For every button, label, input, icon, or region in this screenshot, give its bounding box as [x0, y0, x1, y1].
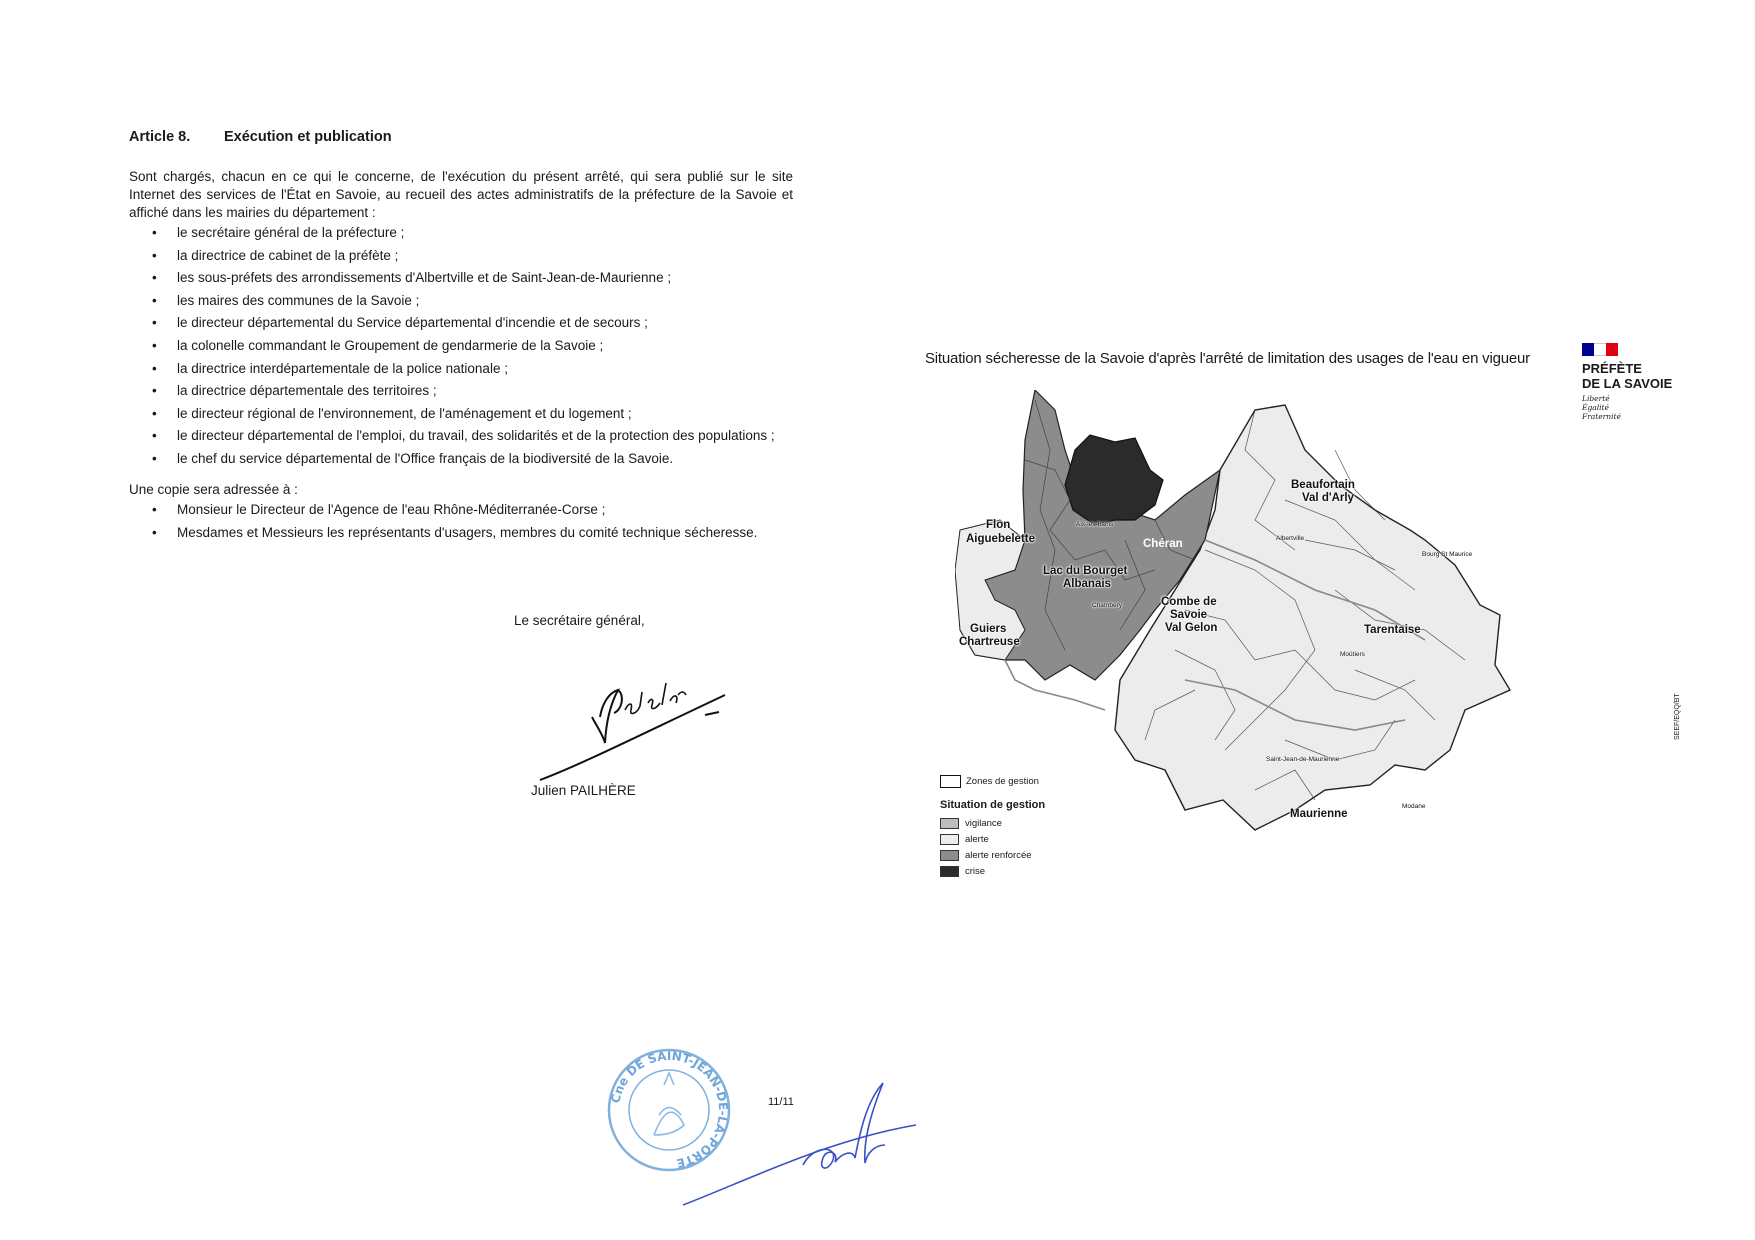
- responsible-list: [129, 224, 793, 468]
- legend-entry: [940, 831, 1045, 847]
- bullet: •: [152, 337, 157, 353]
- list-item-text: les sous-préfets des arrondissements d'Albertville et de Saint-Jean-de-Maurienne ;: [177, 270, 672, 286]
- article-block: [129, 128, 793, 546]
- zone-crise-cheran: [1065, 435, 1163, 525]
- list-item: [129, 405, 793, 423]
- bullet: •: [152, 501, 157, 517]
- list-item-text: le chef du service départemental de l'Office français de la biodiversité de la Savoie.: [177, 450, 674, 466]
- legend-label: alerte: [965, 833, 989, 845]
- bullet: •: [152, 405, 157, 421]
- article-intro: Sont chargés, chacun en ce qui le concerne, de l'exécution du présent arrêté, qui sera publié sur le site Internet des services de l'État en Savoie, au recueil des actes administratifs de la préfecture de la Savoie et affiché dans les mairies du département :: [129, 169, 793, 220]
- copy-list: [129, 501, 793, 542]
- blue-signature: [678, 1070, 918, 1210]
- map-label-aiguebelette: Aiguebelette: [966, 533, 1036, 545]
- legend-swatch: [940, 866, 959, 877]
- list-item: [129, 314, 793, 332]
- article-title: Exécution et publication: [224, 129, 392, 145]
- map-label-tarentaise: Tarentaise: [1364, 624, 1421, 636]
- map-label-combe2: Savoie: [1170, 609, 1208, 621]
- list-item: [129, 247, 793, 265]
- map-label-guiers: Guiers: [970, 623, 1007, 635]
- list-item-text: le directeur départemental de l'emploi, du travail, des solidarités et de la protection des populations ;: [177, 428, 775, 444]
- signature-role: Le secrétaire général,: [514, 613, 645, 628]
- savoie-drought-map: [955, 390, 1605, 890]
- town-aix: Aix-les-bains: [1076, 521, 1114, 528]
- list-item-text: le directeur régional de l'environnement, de l'aménagement et du logement ;: [177, 405, 632, 421]
- marianne-flag-icon: [1582, 343, 1618, 356]
- bullet: •: [152, 225, 157, 240]
- page-number: 11/11: [768, 1096, 794, 1108]
- bullet: •: [152, 524, 157, 540]
- signer-name: Julien PAILHÈRE: [531, 783, 636, 798]
- article-heading: [129, 128, 793, 146]
- list-item: [129, 450, 793, 468]
- legend-heading: Situation de gestion: [940, 799, 1046, 811]
- bullet: •: [152, 247, 157, 263]
- map-label-cheran: Chéran: [1143, 538, 1183, 550]
- svg-text:Cne DE SAINT-JEAN-DE-LA-PORTE: Cne DE SAINT-JEAN-DE-LA-PORTE: [608, 1048, 731, 1171]
- list-item: [129, 337, 793, 355]
- map-title: Situation sécheresse de la Savoie d'après l'arrêté de limitation des usages de l'eau en vigueur: [925, 350, 1530, 367]
- list-item-text: Mesdames et Messieurs les représentants d'usagers, membres du comité technique sécheresse.: [177, 524, 758, 540]
- list-item: [129, 269, 793, 287]
- list-item: [129, 292, 793, 310]
- map-label-combe3: Val Gelon: [1165, 622, 1218, 634]
- legend-label: crise: [965, 865, 986, 877]
- article-number: Article 8.: [129, 129, 191, 145]
- town-moutiers: Moûtiers: [1340, 651, 1365, 658]
- legend-zones: [940, 773, 1045, 789]
- bullet: •: [152, 360, 157, 376]
- map-label-flon: Flon: [986, 519, 1011, 531]
- list-item-text: le directeur départemental du Service départemental d'incendie et de secours ;: [177, 315, 648, 331]
- legend-swatch: [940, 834, 959, 845]
- list-item: [129, 524, 793, 542]
- legend-swatch: [940, 850, 959, 861]
- legend-entry: [940, 847, 1045, 863]
- town-sjm: Saint-Jean-de-Maurienne: [1266, 756, 1340, 763]
- legend-zones-label: Zones de gestion: [966, 775, 1039, 787]
- handwritten-signature: [530, 665, 730, 785]
- map-label-combe1: Combe de: [1161, 596, 1217, 608]
- bullet: •: [152, 292, 157, 308]
- list-item: [129, 224, 793, 242]
- bullet: •: [152, 428, 157, 444]
- map-legend: [940, 773, 1045, 879]
- list-item-text: les maires des communes de la Savoie ;: [177, 292, 420, 308]
- bullet: •: [152, 270, 157, 286]
- motto-liberte: Liberté: [1582, 394, 1610, 403]
- town-chambery: Chambéry: [1092, 602, 1122, 609]
- list-item: [129, 501, 793, 519]
- legend-label: alerte renforcée: [965, 849, 1032, 861]
- list-item: [129, 427, 793, 445]
- legend-entry: [940, 863, 1045, 879]
- list-item: [129, 360, 793, 378]
- list-item: [129, 382, 793, 400]
- legend-zones-swatch: [940, 775, 961, 788]
- map-reference: SEEF/EQQ/BT: [1674, 693, 1681, 740]
- map-label-albanais: Albanais: [1063, 578, 1111, 590]
- legend-entry: [940, 815, 1045, 831]
- list-item-text: Monsieur le Directeur de l'Agence de l'eau Rhône-Méditerranée-Corse ;: [177, 501, 606, 517]
- bullet: •: [152, 383, 157, 399]
- map-label-chartreuse: Chartreuse: [959, 636, 1020, 648]
- legend-swatch: [940, 818, 959, 829]
- town-albertville: Albertville: [1276, 535, 1305, 542]
- list-item-text: la colonelle commandant le Groupement de gendarmerie de la Savoie ;: [177, 337, 604, 353]
- list-item-text: la directrice de cabinet de la préfète ;: [177, 247, 399, 263]
- list-item-text: la directrice interdépartementale de la police nationale ;: [177, 360, 508, 376]
- copy-intro: Une copie sera adressée à :: [129, 481, 298, 497]
- town-modane: Modane: [1402, 803, 1426, 810]
- logo-line2: DE LA SAVOIE: [1582, 376, 1673, 391]
- list-item-text: le secrétaire général de la préfecture ;: [177, 225, 405, 240]
- map-label-val-arly: Val d'Arly: [1302, 492, 1354, 504]
- list-item-text: la directrice départementale des territoires ;: [177, 383, 437, 399]
- legend-label: vigilance: [965, 817, 1002, 829]
- motto-egalite: Égalité: [1582, 403, 1609, 412]
- bullet: •: [152, 315, 157, 331]
- town-bourg: Bourg St Maurice: [1422, 551, 1473, 558]
- bullet: •: [152, 450, 157, 466]
- map-label-maurienne: Maurienne: [1290, 808, 1348, 820]
- logo-line1: PRÉFÈTE: [1582, 361, 1642, 376]
- map-label-beaufortain: Beaufortain: [1291, 479, 1355, 491]
- motto-fraternite: Fraternité: [1582, 412, 1621, 421]
- map-label-lac-bourget: Lac du Bourget: [1043, 565, 1128, 577]
